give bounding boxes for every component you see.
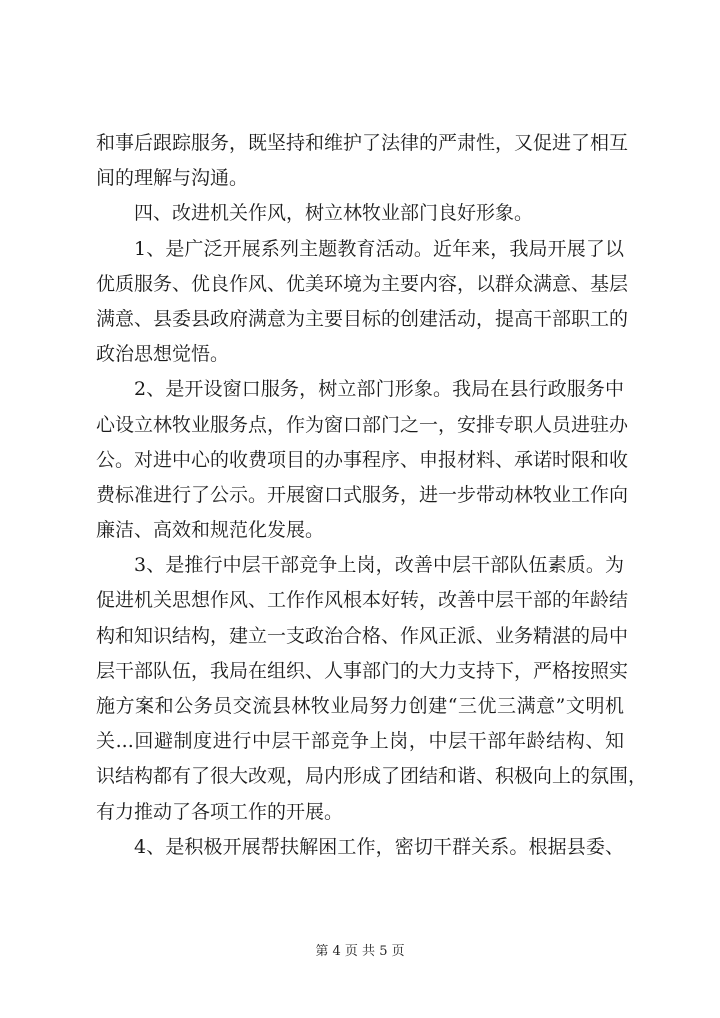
text-line-11: 费标准进行了公示。开展窗口式服务，进一步带动林牧业工作向 — [96, 483, 629, 506]
text-line-12: 廉洁、高效和规范化发展。 — [96, 519, 325, 542]
text-line-20: 有力推动了各项工作的开展。 — [96, 800, 344, 823]
text-line-15: 构和知识结构，建立一支政治合格、作风正派、业务精湛的局中 — [96, 624, 629, 647]
document-body — [96, 126, 648, 865]
text-line-21: 4、是积极开展帮扶解困工作，密切干群关系。根据县委、 — [134, 835, 624, 858]
text-line-13: 3、是推行中层干部竞争上岗，改善中层干部队伍素质。为 — [134, 554, 624, 577]
page-footer — [0, 940, 720, 959]
text-line-1: 和事后跟踪服务，既坚持和维护了法律的严肃性，又促进了相互 — [96, 132, 629, 154]
page-number-label: 第 4 页 共 5 页 — [315, 944, 405, 959]
text-line-7: 政治思想觉悟。 — [96, 343, 230, 366]
text-line-4: 1、是广泛开展系列主题教育活动。近年来，我局开展了以 — [134, 237, 624, 260]
text-line-19: 识结构都有了很大改观，局内形成了团结和谐、积极向上的氛围， — [96, 765, 648, 788]
text-line-8: 2、是开设窗口服务，树立部门形象。我局在县行政服务中 — [134, 378, 624, 401]
text-line-5: 优质服务、优良作风、优美环境为主要内容，以群众满意、基层 — [96, 272, 629, 295]
text-line-17: 施方案和公务员交流县林牧业局努力创建“三优三满意”文明机 — [96, 695, 624, 717]
text-line-16: 层干部队伍，我局在组织、人事部门的大力支持下，严格按照实 — [96, 659, 629, 682]
text-line-18: 关...回避制度进行中层干部竞争上岗，中层干部年龄结构、知 — [96, 730, 624, 753]
text-line-9: 心设立林牧业服务点，作为窗口部门之一，安排专职人员进驻办 — [96, 413, 629, 436]
text-line-2: 间的理解与沟通。 — [96, 167, 249, 190]
section-heading-4: 四、改进机关作风，树立林牧业部门良好形象。 — [134, 202, 534, 225]
text-line-6: 满意、县委县政府满意为主要目标的创建活动，提高干部职工的 — [96, 307, 629, 330]
text-line-10: 公。对进中心的收费项目的办事程序、申报材料、承诺时限和收 — [96, 448, 629, 471]
text-line-14: 促进机关思想作风、工作作风根本好转，改善中层干部的年龄结 — [96, 589, 629, 612]
